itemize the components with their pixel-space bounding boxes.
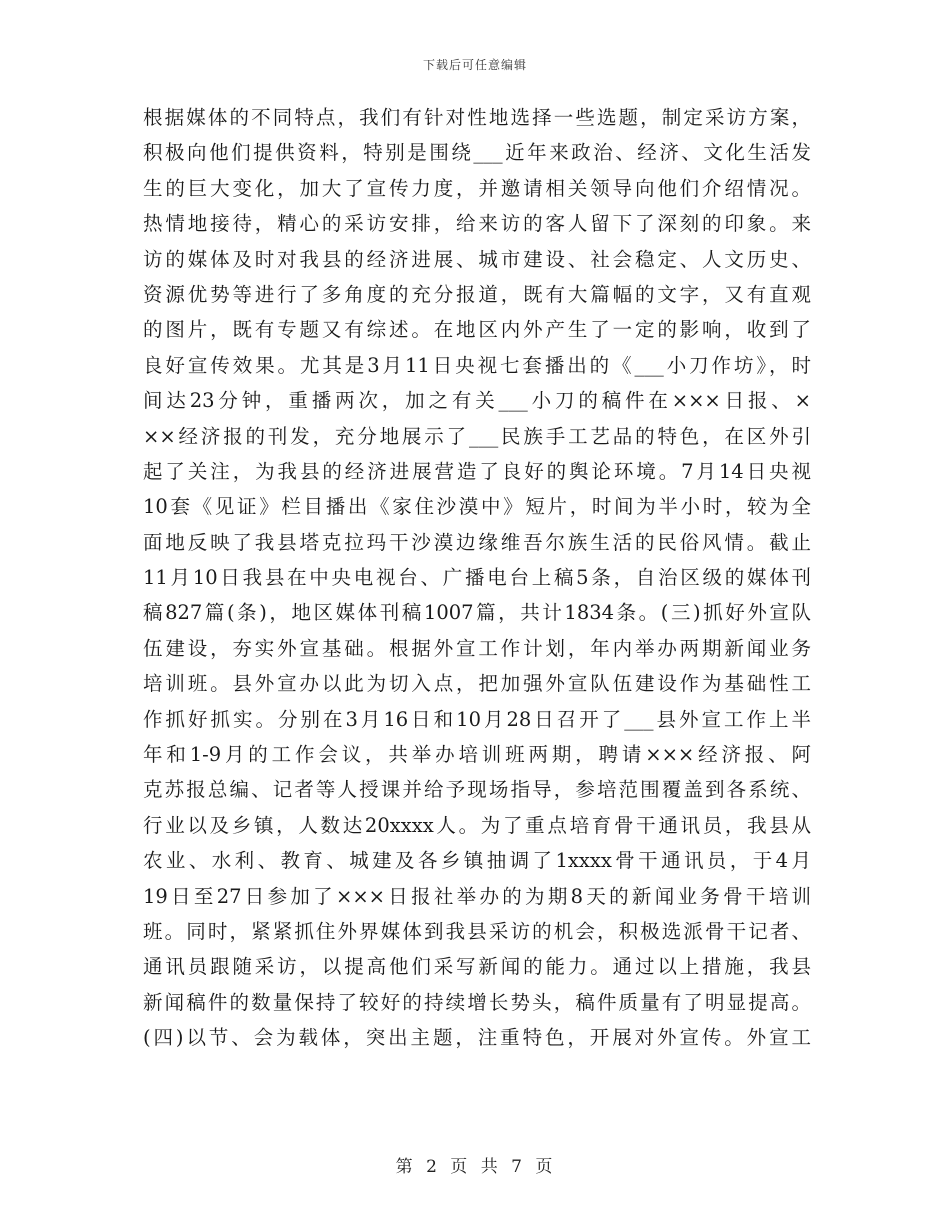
text-line: 间达23分钟，重播两次，加之有关___小刀的稿件在×××日报、×: [143, 389, 811, 413]
text-line: 19日至27日参加了×××日报社举办的为期8天的新闻业务骨干培训: [143, 884, 811, 908]
text-line: 根据媒体的不同特点，我们有针对性地选择一些选题，制定采访方案，: [143, 106, 811, 129]
text-line: 稿827篇(条)，地区媒体刊稿1007篇，共计1834条。(三)抓好外宣队: [143, 601, 811, 625]
text-line: 11月10日我县在中央电视台、广播电台上稿5条，自治区级的媒体刊: [143, 566, 811, 590]
text-line: 伍建设，夯实外宣基础。根据外宣工作计划，年内举办两期新闻业务: [143, 636, 811, 660]
text-line: 农业、水利、教育、城建及各乡镇抽调了1xxxx骨干通讯员，于4月: [143, 849, 811, 873]
text-line: ××经济报的刊发，充分地展示了___民族手工艺品的特色，在区外引: [143, 424, 811, 448]
text-line: 积极向他们提供资料，特别是围绕___近年来政治、经济、文化生活发: [143, 141, 811, 165]
page-header: 下载后可任意编辑: [422, 58, 527, 72]
text-line: 热情地接待，精心的采访安排，给来访的客人留下了深刻的印象。来: [143, 212, 811, 236]
text-line: 班。同时，紧紧抓住外界媒体到我县采访的机会，积极选派骨干记者、: [143, 919, 811, 943]
text-line: (四)以节、会为载体，突出主题，注重特色，开展对外宣传。外宣工: [143, 1026, 811, 1050]
text-line: 资源优势等进行了多角度的充分报道，既有大篇幅的文字，又有直观: [143, 282, 811, 306]
page-number: 第 2 页 共 7 页: [395, 1157, 555, 1177]
text-line: 面地反映了我县塔克拉玛干沙漠边缘维吾尔族生活的民俗风情。截止: [143, 530, 811, 554]
text-line: 新闻稿件的数量保持了较好的持续增长势头，稿件质量有了明显提高。: [143, 990, 811, 1014]
text-line: 行业以及乡镇，人数达20xxxx人。为了重点培育骨干通讯员，我县从: [143, 813, 811, 837]
text-line: 起了关注，为我县的经济进展营造了良好的舆论环境。7月14日央视: [143, 459, 811, 483]
text-line: 克苏报总编、记者等人授课并给予现场指导，参培范围覆盖到各系统、: [143, 778, 811, 802]
text-line: 10套《见证》栏目播出《家住沙漠中》短片，时间为半小时，较为全: [143, 495, 811, 519]
document-body: [143, 100, 811, 1056]
text-line: 年和1-9月的工作会议，共举办培训班两期，聘请×××经济报、阿: [143, 743, 811, 767]
text-line: 访的媒体及时对我县的经济进展、城市建设、社会稳定、人文历史、: [143, 247, 811, 271]
text-line: 培训班。县外宣办以此为切入点，把加强外宣队伍建设作为基础性工: [143, 672, 811, 696]
text-line: 通讯员跟随采访，以提高他们采写新闻的能力。通过以上措施，我县: [143, 955, 811, 979]
text-line: 良好宣传效果。尤其是3月11日央视七套播出的《___小刀作坊》，时: [143, 353, 811, 377]
text-line: 生的巨大变化，加大了宣传力度，并邀请相关领导向他们介绍情况。: [143, 176, 811, 200]
text-line: 的图片，既有专题又有综述。在地区内外产生了一定的影响，收到了: [143, 318, 811, 342]
text-line: 作抓好抓实。分别在3月16日和10月28日召开了___县外宣工作上半: [143, 707, 811, 731]
